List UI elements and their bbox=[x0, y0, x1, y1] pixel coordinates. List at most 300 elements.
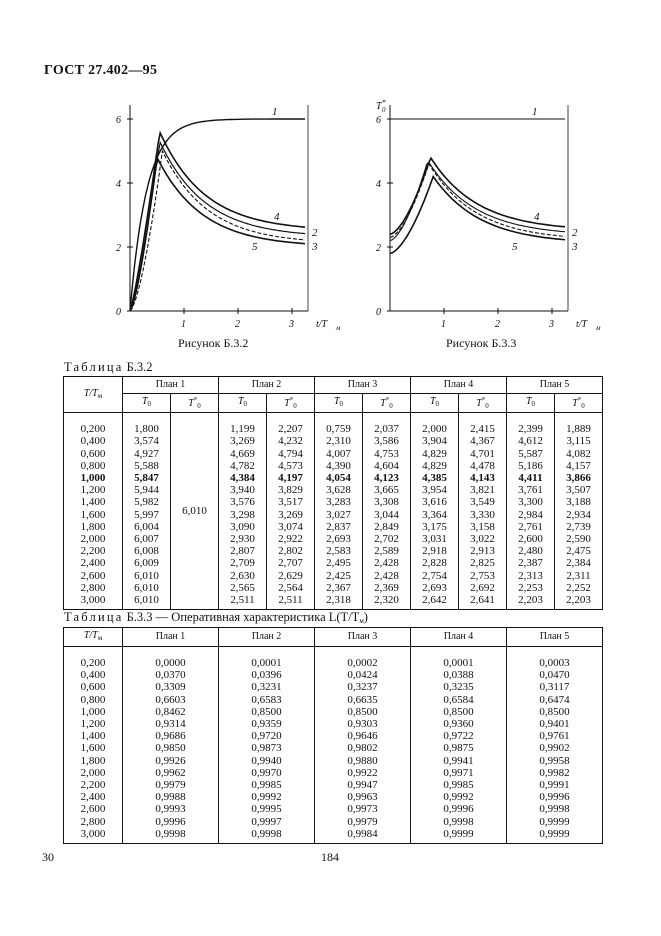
cell-plan1-t0: 5,982 bbox=[123, 496, 171, 508]
cell-plan5: 0,9761 bbox=[507, 730, 603, 742]
col-header-plan-1: План 1 bbox=[123, 377, 219, 394]
cell-plan4-t0star: 3,158 bbox=[459, 521, 507, 533]
cell-t: 0,400 bbox=[64, 669, 123, 681]
y-axis-label-sup: * bbox=[382, 98, 386, 107]
t-symbol: T bbox=[188, 398, 194, 409]
t-symbol: T bbox=[572, 398, 578, 409]
cell-t: 2,600 bbox=[64, 570, 123, 582]
y-tick-label: 4 bbox=[376, 179, 381, 190]
cell-t: 2,400 bbox=[64, 791, 123, 803]
sub-header-t0 bbox=[411, 394, 459, 413]
cell-plan1-t0star: 6,010 bbox=[171, 413, 219, 610]
col-header-plan-3: План 3 bbox=[315, 628, 411, 647]
cell-plan5-t0star: 3,115 bbox=[555, 435, 603, 447]
cell-plan1: 0,9996 bbox=[123, 816, 219, 828]
cell-plan1-t0: 5,847 bbox=[123, 472, 171, 484]
cell-plan5: 0,9982 bbox=[507, 767, 603, 779]
cell-plan2: 0,9998 bbox=[219, 828, 315, 844]
figure-b33-caption: Рисунок Б.3.3 bbox=[446, 336, 517, 350]
table-row bbox=[64, 755, 603, 767]
cell-plan3: 0,9646 bbox=[315, 730, 411, 742]
cell-plan3: 0,9979 bbox=[315, 816, 411, 828]
cell-plan3-t0: 4,007 bbox=[315, 448, 363, 460]
cell-plan5-t0star: 4,157 bbox=[555, 460, 603, 472]
cell-plan2-t0: 1,199 bbox=[219, 413, 267, 436]
cell-plan2: 0,3231 bbox=[219, 681, 315, 693]
col-header-plan-5: План 5 bbox=[507, 628, 603, 647]
subscript: 0 bbox=[531, 400, 536, 408]
cell-plan5-t0star: 3,507 bbox=[555, 484, 603, 496]
table-b32 bbox=[63, 376, 603, 610]
curve-label: 4 bbox=[274, 210, 280, 223]
cell-plan1: 0,9850 bbox=[123, 742, 219, 754]
cell-plan4-t0star: 4,478 bbox=[459, 460, 507, 472]
cell-plan4-t0: 3,954 bbox=[411, 484, 459, 496]
y-tick-label: 0 bbox=[376, 307, 381, 318]
cell-t: 0,400 bbox=[64, 435, 123, 447]
table-row bbox=[64, 681, 603, 693]
superscript: * bbox=[481, 396, 486, 404]
table-b32-caption bbox=[64, 360, 153, 375]
t-symbol: T bbox=[380, 398, 386, 409]
cell-plan4: 0,9999 bbox=[411, 828, 507, 844]
curve-label: 2 bbox=[572, 227, 578, 240]
cell-plan4-t0star: 2,913 bbox=[459, 545, 507, 557]
col-header-plan-3: План 3 bbox=[315, 377, 411, 394]
cell-plan3-t0: 2,318 bbox=[315, 594, 363, 610]
document-header: ГОСТ 27.402—95 bbox=[44, 63, 158, 78]
cell-plan1: 0,3309 bbox=[123, 681, 219, 693]
cell-plan5-t0: 5,587 bbox=[507, 448, 555, 460]
cell-plan4-t0: 3,175 bbox=[411, 521, 459, 533]
cell-plan3-t0: 2,837 bbox=[315, 521, 363, 533]
col-header-plan-2: План 2 bbox=[219, 628, 315, 647]
y-tick-label: 0 bbox=[116, 307, 121, 318]
table-b33 bbox=[63, 627, 603, 844]
table-row bbox=[64, 828, 603, 844]
cell-plan4-t0: 2,693 bbox=[411, 582, 459, 594]
cell-plan4-t0star: 4,367 bbox=[459, 435, 507, 447]
x-tick-label: 3 bbox=[289, 319, 294, 330]
cell-plan4-t0: 2,828 bbox=[411, 557, 459, 569]
table-row bbox=[64, 472, 603, 484]
cell-plan2-t0: 3,576 bbox=[219, 496, 267, 508]
curve-2 bbox=[390, 162, 565, 240]
cell-plan5: 0,0470 bbox=[507, 669, 603, 681]
t-symbol: T bbox=[237, 396, 244, 407]
figure-b33 bbox=[360, 95, 601, 345]
col-header-t bbox=[64, 377, 123, 413]
subscript: 0 bbox=[293, 402, 297, 410]
cell-plan4-t0star: 2,753 bbox=[459, 570, 507, 582]
cell-plan3-t0: 2,693 bbox=[315, 533, 363, 545]
cell-plan3-t0star: 2,702 bbox=[363, 533, 411, 545]
cell-plan5-t0: 2,387 bbox=[507, 557, 555, 569]
cell-t: 0,800 bbox=[64, 460, 123, 472]
cell-plan2-t0star: 3,829 bbox=[267, 484, 315, 496]
table-id: Б.3.2 bbox=[126, 360, 153, 374]
cell-plan3-t0star: 2,369 bbox=[363, 582, 411, 594]
cell-plan5-t0star: 1,889 bbox=[555, 413, 603, 436]
table-row bbox=[64, 413, 603, 436]
cell-plan3: 0,8500 bbox=[315, 706, 411, 718]
x-axis-label: t/T bbox=[316, 319, 328, 330]
cell-plan3-t0star: 2,849 bbox=[363, 521, 411, 533]
cell-plan5-t0star: 2,739 bbox=[555, 521, 603, 533]
cell-plan1-t0: 6,008 bbox=[123, 545, 171, 557]
cell-plan1-t0: 6,010 bbox=[123, 582, 171, 594]
cell-plan5: 0,9999 bbox=[507, 816, 603, 828]
cell-plan3: 0,9973 bbox=[315, 803, 411, 815]
cell-plan1-t0: 4,927 bbox=[123, 448, 171, 460]
t-symbol: T bbox=[284, 398, 290, 409]
cell-plan2-t0: 2,930 bbox=[219, 533, 267, 545]
cell-plan4: 0,9941 bbox=[411, 755, 507, 767]
cell-plan3-t0: 2,425 bbox=[315, 570, 363, 582]
t-symbol: T bbox=[333, 396, 340, 407]
cell-t: 1,400 bbox=[64, 496, 123, 508]
cell-plan5: 0,9991 bbox=[507, 779, 603, 791]
table-row bbox=[64, 647, 603, 670]
cell-t: 2,400 bbox=[64, 557, 123, 569]
cell-plan5-t0: 2,600 bbox=[507, 533, 555, 545]
cell-t: 1,200 bbox=[64, 718, 123, 730]
cell-plan3-t0: 3,628 bbox=[315, 484, 363, 496]
cell-plan4: 0,9998 bbox=[411, 816, 507, 828]
table-row bbox=[64, 694, 603, 706]
table-row bbox=[64, 779, 603, 791]
cell-plan2-t0: 3,090 bbox=[219, 521, 267, 533]
cell-t: 0,600 bbox=[64, 681, 123, 693]
cell-plan2: 0,9992 bbox=[219, 791, 315, 803]
table-row bbox=[64, 509, 603, 521]
cell-plan1: 0,9993 bbox=[123, 803, 219, 815]
cell-plan3-t0star: 2,037 bbox=[363, 413, 411, 436]
cell-plan1-t0: 6,007 bbox=[123, 533, 171, 545]
cell-plan1-t0: 3,574 bbox=[123, 435, 171, 447]
cell-plan5: 0,3117 bbox=[507, 681, 603, 693]
cell-plan2: 0,9720 bbox=[219, 730, 315, 742]
cell-plan2: 0,0001 bbox=[219, 647, 315, 670]
cell-plan1: 0,6603 bbox=[123, 694, 219, 706]
y-axis-label: T bbox=[376, 101, 382, 112]
cell-plan3-t0star: 2,428 bbox=[363, 557, 411, 569]
cell-plan4: 0,9971 bbox=[411, 767, 507, 779]
cell-plan3: 0,9880 bbox=[315, 755, 411, 767]
subscript: 0 bbox=[581, 402, 585, 410]
cell-plan5-t0star: 2,311 bbox=[555, 570, 603, 582]
cell-plan5-t0: 2,984 bbox=[507, 509, 555, 521]
cell-plan3: 0,6635 bbox=[315, 694, 411, 706]
cell-t: 0,800 bbox=[64, 694, 123, 706]
cell-plan1-t0: 6,009 bbox=[123, 557, 171, 569]
cell-plan5-t0star: 2,203 bbox=[555, 594, 603, 610]
page-number-left: 30 bbox=[42, 850, 54, 864]
cell-plan2-t0: 2,565 bbox=[219, 582, 267, 594]
cell-plan3-t0: 2,583 bbox=[315, 545, 363, 557]
cell-plan4-t0star: 2,415 bbox=[459, 413, 507, 436]
table-row bbox=[64, 484, 603, 496]
curve-label: 1 bbox=[272, 106, 278, 118]
cell-plan4-t0: 2,642 bbox=[411, 594, 459, 610]
superscript: * bbox=[577, 396, 582, 404]
cell-plan1: 0,9962 bbox=[123, 767, 219, 779]
cell-plan2: 0,9997 bbox=[219, 816, 315, 828]
t-symbol: T bbox=[141, 396, 148, 407]
sub-header-t0 bbox=[507, 394, 555, 413]
y-axis-label-sub: 0 bbox=[382, 106, 386, 114]
col-header-plan-4: План 4 bbox=[411, 628, 507, 647]
cell-plan2-t0star: 4,573 bbox=[267, 460, 315, 472]
cell-plan4-t0star: 3,022 bbox=[459, 533, 507, 545]
cell-plan4-t0: 3,904 bbox=[411, 435, 459, 447]
cell-plan1-t0: 1,800 bbox=[123, 413, 171, 436]
cell-plan3: 0,0424 bbox=[315, 669, 411, 681]
cell-plan3-t0star: 4,753 bbox=[363, 448, 411, 460]
cell-plan4-t0star: 3,549 bbox=[459, 496, 507, 508]
cell-t: 2,200 bbox=[64, 545, 123, 557]
cell-plan2-t0star: 3,269 bbox=[267, 509, 315, 521]
subscript: 0 bbox=[147, 400, 152, 408]
sub-header-t0 bbox=[219, 394, 267, 413]
cell-plan5-t0: 3,761 bbox=[507, 484, 555, 496]
cell-plan2: 0,9985 bbox=[219, 779, 315, 791]
table-title-end: ) bbox=[363, 610, 368, 624]
cell-plan3: 0,0002 bbox=[315, 647, 411, 670]
table-row bbox=[64, 742, 603, 754]
subscript: 0 bbox=[339, 400, 344, 408]
sub-header-t0-star bbox=[267, 394, 315, 413]
cell-plan1: 0,9979 bbox=[123, 779, 219, 791]
cell-plan2-t0star: 2,707 bbox=[267, 557, 315, 569]
cell-plan5-t0star: 2,252 bbox=[555, 582, 603, 594]
cell-plan3-t0star: 3,308 bbox=[363, 496, 411, 508]
col-header-plan-4: План 4 bbox=[411, 377, 507, 394]
cell-plan4: 0,9360 bbox=[411, 718, 507, 730]
table-row bbox=[64, 791, 603, 803]
cell-plan5-t0: 2,313 bbox=[507, 570, 555, 582]
cell-plan5-t0star: 2,590 bbox=[555, 533, 603, 545]
cell-t: 2,000 bbox=[64, 767, 123, 779]
cell-plan3: 0,9922 bbox=[315, 767, 411, 779]
cell-plan4-t0: 3,616 bbox=[411, 496, 459, 508]
cell-plan4: 0,9985 bbox=[411, 779, 507, 791]
cell-plan5: 0,6474 bbox=[507, 694, 603, 706]
table-row bbox=[64, 718, 603, 730]
cell-t: 1,800 bbox=[64, 521, 123, 533]
curve-5 bbox=[130, 160, 305, 312]
cell-plan5-t0: 2,480 bbox=[507, 545, 555, 557]
cell-plan5-t0star: 2,384 bbox=[555, 557, 603, 569]
cell-plan2-t0: 3,940 bbox=[219, 484, 267, 496]
cell-plan5: 0,9998 bbox=[507, 803, 603, 815]
cell-plan3-t0star: 2,428 bbox=[363, 570, 411, 582]
cell-plan2-t0: 4,384 bbox=[219, 472, 267, 484]
figure-b32-caption: Рисунок Б.3.2 bbox=[178, 336, 249, 350]
table-row bbox=[64, 570, 603, 582]
cell-t: 2,600 bbox=[64, 803, 123, 815]
cell-plan5-t0: 3,300 bbox=[507, 496, 555, 508]
cell-plan5: 0,9958 bbox=[507, 755, 603, 767]
cell-plan1: 0,9988 bbox=[123, 791, 219, 803]
cell-t: 2,800 bbox=[64, 582, 123, 594]
curve-label: 3 bbox=[312, 240, 318, 253]
sub-header-t0-star bbox=[363, 394, 411, 413]
cell-plan2-t0star: 3,074 bbox=[267, 521, 315, 533]
col-header-plan-1: План 1 bbox=[123, 628, 219, 647]
cell-plan3: 0,9947 bbox=[315, 779, 411, 791]
cell-t: 0,600 bbox=[64, 448, 123, 460]
x-axis-label-sub: м bbox=[336, 324, 341, 332]
cell-plan4-t0: 4,829 bbox=[411, 460, 459, 472]
superscript: * bbox=[289, 396, 294, 404]
cell-plan2-t0star: 2,802 bbox=[267, 545, 315, 557]
cell-plan5-t0: 2,253 bbox=[507, 582, 555, 594]
cell-plan4: 0,9722 bbox=[411, 730, 507, 742]
cell-plan1: 0,8462 bbox=[123, 706, 219, 718]
cell-plan4: 0,9875 bbox=[411, 742, 507, 754]
cell-plan3: 0,9963 bbox=[315, 791, 411, 803]
t-symbol: T bbox=[429, 396, 436, 407]
cell-plan2: 0,9970 bbox=[219, 767, 315, 779]
cell-plan2: 0,8500 bbox=[219, 706, 315, 718]
cell-plan3-t0: 3,027 bbox=[315, 509, 363, 521]
row-header-text: T/T bbox=[83, 629, 98, 641]
table-b33-caption bbox=[64, 610, 368, 625]
cell-plan4-t0: 3,031 bbox=[411, 533, 459, 545]
subscript: 0 bbox=[243, 400, 248, 408]
subscript: 0 bbox=[389, 402, 393, 410]
cell-plan3-t0: 0,759 bbox=[315, 413, 363, 436]
table-row bbox=[64, 816, 603, 828]
table-row bbox=[64, 496, 603, 508]
sub-header-t0-star bbox=[555, 394, 603, 413]
cell-plan5-t0star: 4,082 bbox=[555, 448, 603, 460]
cell-plan2-t0star: 4,197 bbox=[267, 472, 315, 484]
cell-plan4-t0: 3,364 bbox=[411, 509, 459, 521]
cell-plan4: 0,3235 bbox=[411, 681, 507, 693]
curve-label: 4 bbox=[534, 210, 540, 223]
cell-t: 0,200 bbox=[64, 413, 123, 436]
col-header-plan-5: План 5 bbox=[507, 377, 603, 394]
cell-plan4-t0: 4,829 bbox=[411, 448, 459, 460]
cell-plan3: 0,3237 bbox=[315, 681, 411, 693]
cell-plan4-t0star: 2,825 bbox=[459, 557, 507, 569]
subscript: 0 bbox=[197, 402, 201, 410]
table-row bbox=[64, 435, 603, 447]
y-tick-label: 2 bbox=[376, 243, 381, 254]
cell-plan3-t0star: 2,320 bbox=[363, 594, 411, 610]
cell-plan5-t0star: 2,934 bbox=[555, 509, 603, 521]
cell-plan3-t0: 2,310 bbox=[315, 435, 363, 447]
cell-plan1-t0: 6,010 bbox=[123, 594, 171, 610]
cell-plan3-t0: 4,054 bbox=[315, 472, 363, 484]
table-row bbox=[64, 533, 603, 545]
table-row bbox=[64, 706, 603, 718]
cell-plan5-t0: 2,203 bbox=[507, 594, 555, 610]
cell-plan1: 0,9686 bbox=[123, 730, 219, 742]
cell-plan2-t0star: 4,232 bbox=[267, 435, 315, 447]
figure-b32 bbox=[100, 95, 341, 345]
cell-plan4: 0,9996 bbox=[411, 803, 507, 815]
subscript: м bbox=[97, 391, 103, 400]
col-header-plan-2: План 2 bbox=[219, 377, 315, 394]
cell-plan2-t0star: 4,794 bbox=[267, 448, 315, 460]
cell-plan1-t0: 5,588 bbox=[123, 460, 171, 472]
cell-plan3-t0star: 3,586 bbox=[363, 435, 411, 447]
sub-header-t0-star bbox=[459, 394, 507, 413]
cell-plan5-t0: 2,761 bbox=[507, 521, 555, 533]
cell-plan4-t0star: 4,143 bbox=[459, 472, 507, 484]
table-row bbox=[64, 460, 603, 472]
cell-plan5: 0,9999 bbox=[507, 828, 603, 844]
superscript: * bbox=[193, 396, 198, 404]
cell-plan2-t0star: 2,629 bbox=[267, 570, 315, 582]
x-tick-label: 2 bbox=[495, 319, 500, 330]
x-axis-label-sub: м bbox=[596, 324, 601, 332]
y-tick-label: 6 bbox=[376, 115, 381, 126]
cell-plan4-t0star: 3,821 bbox=[459, 484, 507, 496]
cell-plan2-t0: 2,807 bbox=[219, 545, 267, 557]
cell-plan1-t0: 6,004 bbox=[123, 521, 171, 533]
x-tick-label: 1 bbox=[441, 319, 446, 330]
table-row bbox=[64, 545, 603, 557]
cell-plan3-t0: 2,495 bbox=[315, 557, 363, 569]
cell-plan2-t0: 4,669 bbox=[219, 448, 267, 460]
table-row bbox=[64, 521, 603, 533]
x-tick-label: 2 bbox=[235, 319, 240, 330]
table-row bbox=[64, 448, 603, 460]
cell-plan4: 0,0388 bbox=[411, 669, 507, 681]
cell-plan5-t0star: 2,475 bbox=[555, 545, 603, 557]
cell-plan1: 0,9998 bbox=[123, 828, 219, 844]
cell-plan4-t0: 2,000 bbox=[411, 413, 459, 436]
cell-plan5: 0,8500 bbox=[507, 706, 603, 718]
cell-plan2: 0,0396 bbox=[219, 669, 315, 681]
cell-plan4-t0: 4,385 bbox=[411, 472, 459, 484]
table-title: Б.3.3 — Оперативная характеристика L(T/T bbox=[126, 610, 360, 624]
x-tick-label: 3 bbox=[549, 319, 554, 330]
cell-plan2-t0star: 3,517 bbox=[267, 496, 315, 508]
cell-plan2: 0,6583 bbox=[219, 694, 315, 706]
cell-plan5: 0,9401 bbox=[507, 718, 603, 730]
cell-plan5-t0: 4,612 bbox=[507, 435, 555, 447]
cell-plan4-t0star: 3,330 bbox=[459, 509, 507, 521]
cell-plan3-t0star: 4,123 bbox=[363, 472, 411, 484]
cell-plan2-t0star: 2,922 bbox=[267, 533, 315, 545]
table-row bbox=[64, 730, 603, 742]
cell-t: 1,200 bbox=[64, 484, 123, 496]
cell-plan2-t0: 3,269 bbox=[219, 435, 267, 447]
x-tick-label: 1 bbox=[181, 319, 186, 330]
cell-plan4-t0: 2,918 bbox=[411, 545, 459, 557]
cell-plan4-t0star: 4,701 bbox=[459, 448, 507, 460]
cell-plan5-t0: 2,399 bbox=[507, 413, 555, 436]
cell-t: 3,000 bbox=[64, 828, 123, 844]
row-header-text: T/T bbox=[83, 387, 98, 399]
cell-t: 2,800 bbox=[64, 816, 123, 828]
sub-header-t0-star bbox=[171, 394, 219, 413]
cell-plan1: 0,9926 bbox=[123, 755, 219, 767]
cell-t: 1,400 bbox=[64, 730, 123, 742]
cell-t: 1,000 bbox=[64, 472, 123, 484]
cell-t: 1,000 bbox=[64, 706, 123, 718]
table-row bbox=[64, 594, 603, 610]
curve-label: 5 bbox=[252, 241, 258, 254]
x-axis-label: t/T bbox=[576, 319, 588, 330]
cell-plan2-t0: 3,298 bbox=[219, 509, 267, 521]
cell-t: 3,000 bbox=[64, 594, 123, 610]
